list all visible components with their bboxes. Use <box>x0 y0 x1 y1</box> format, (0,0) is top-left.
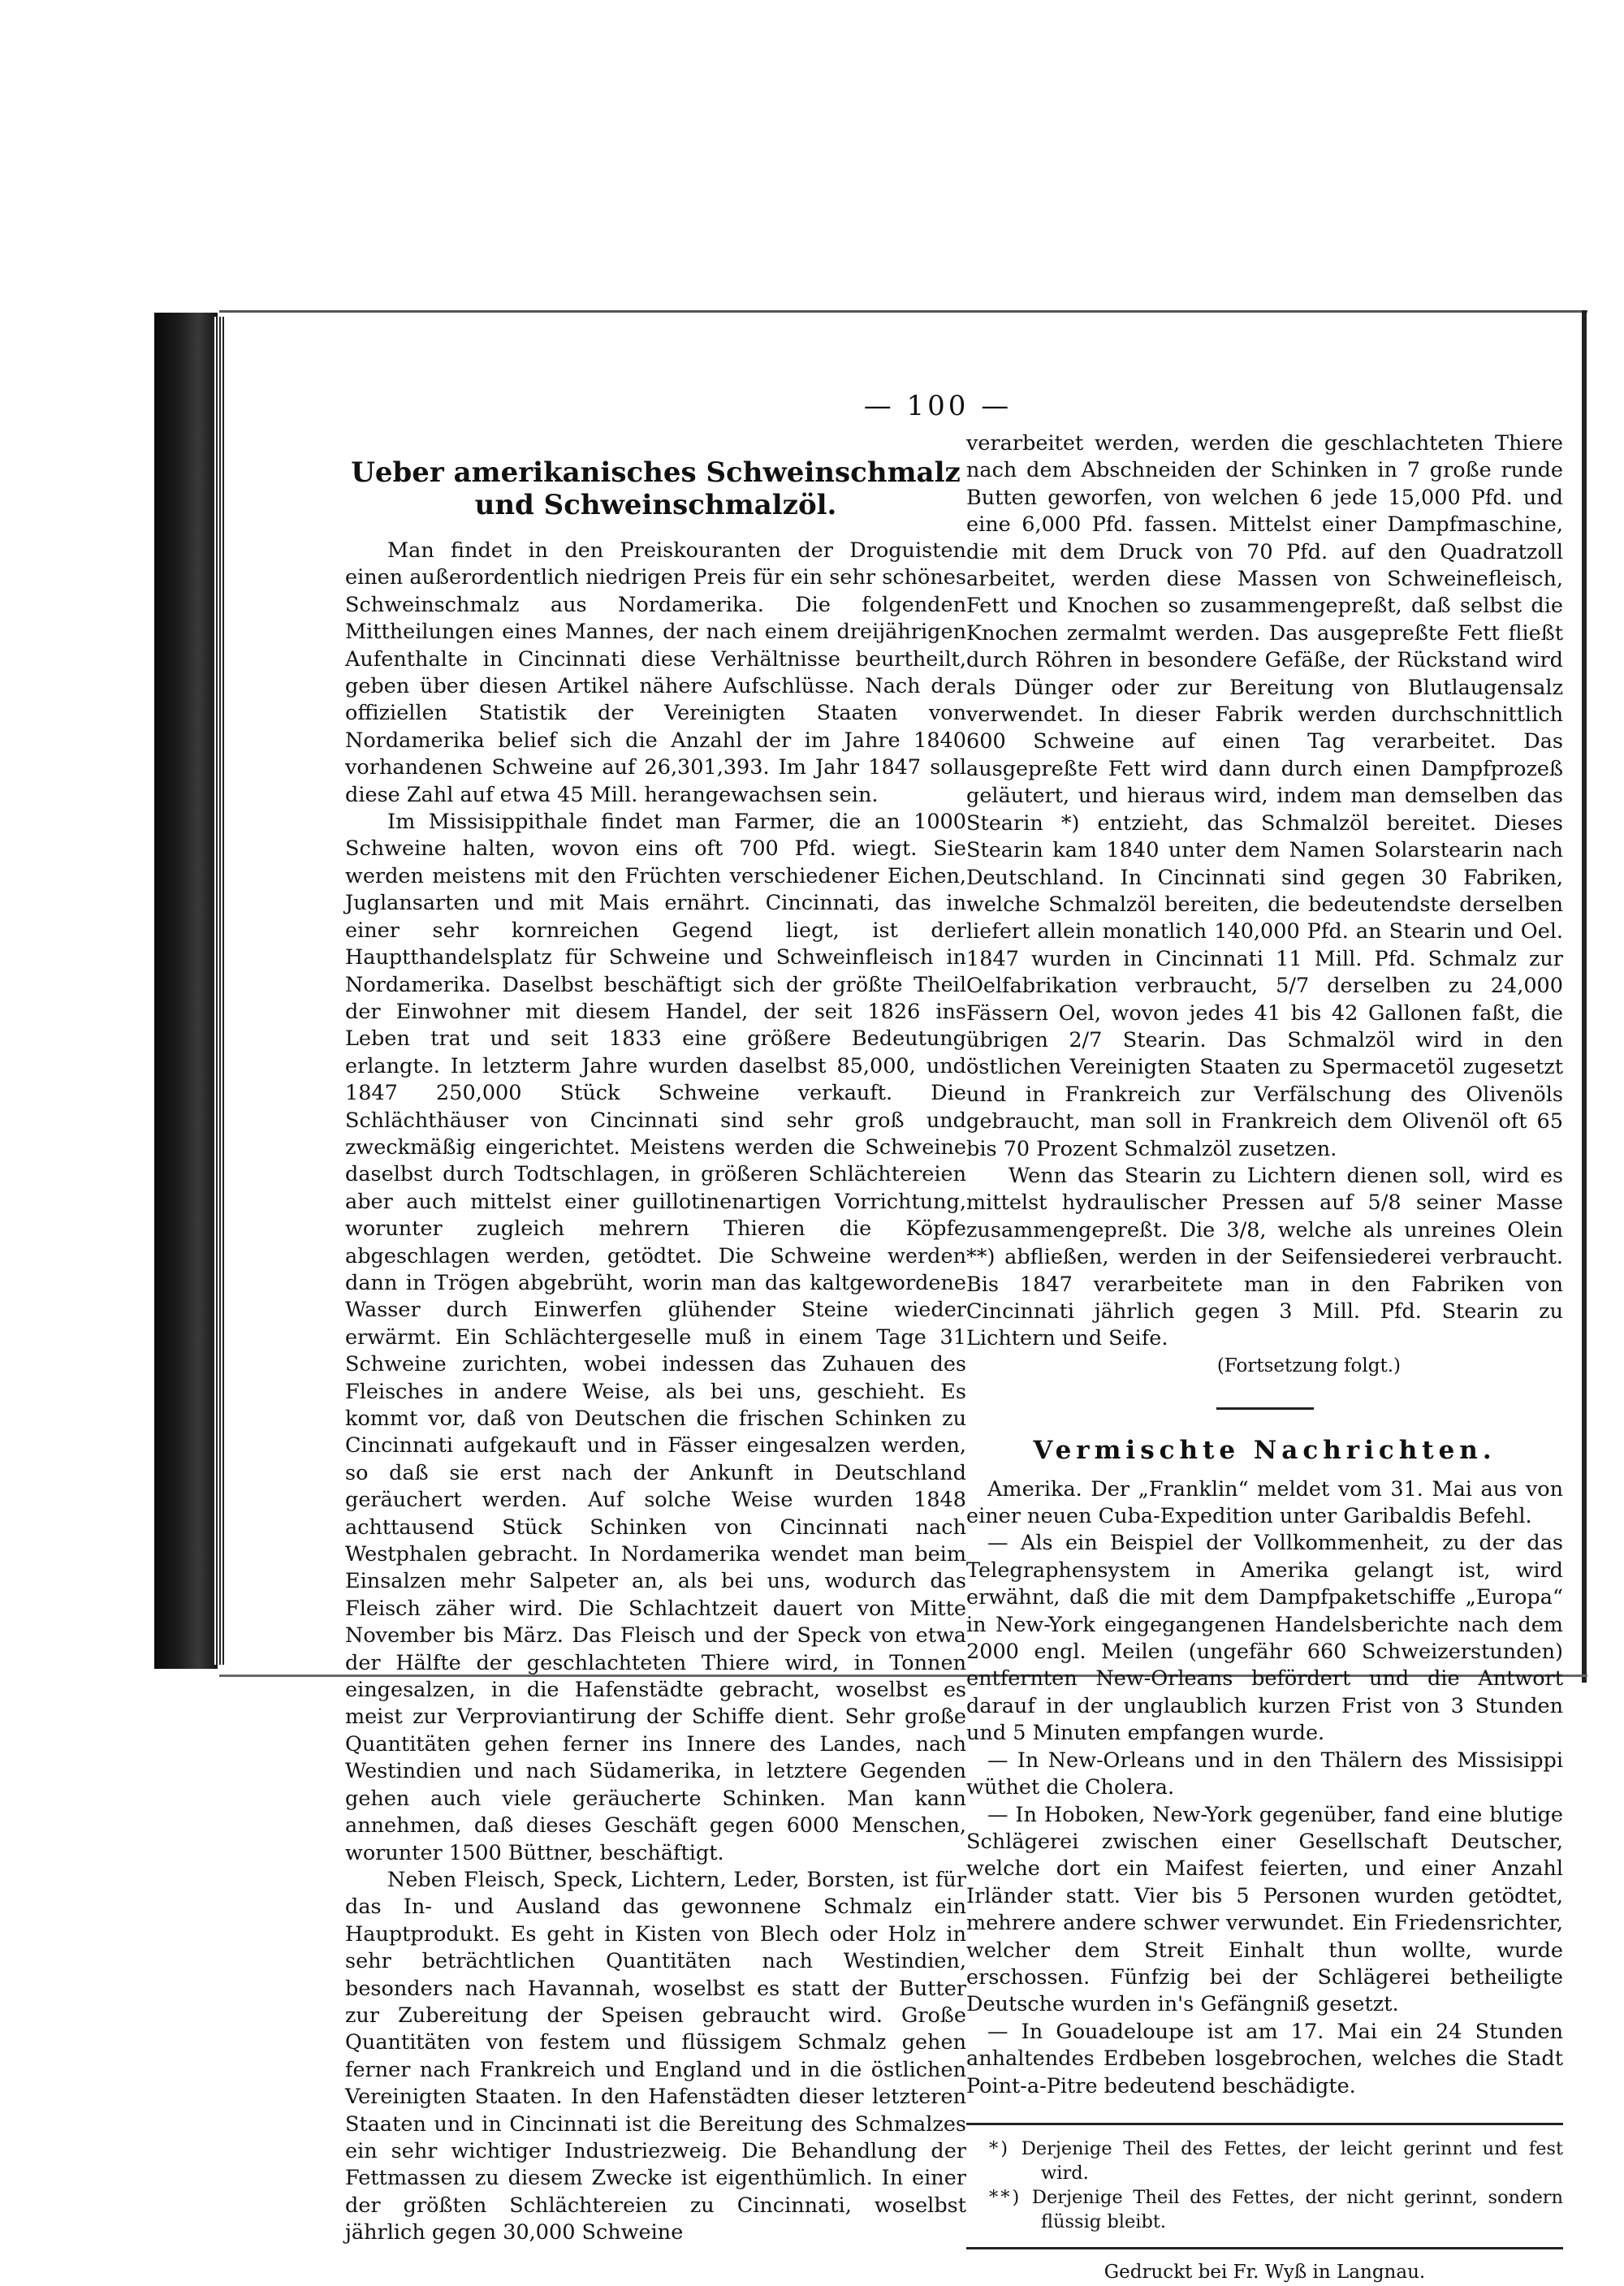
scan-page-edges <box>213 317 224 1665</box>
page-number: — 100 — <box>863 390 1013 422</box>
article-paragraph: verarbeitet werden, werden die geschlachteten Thiere nach dem Abschneiden der Schinken in 7 große runde Butten geworfen, von welchen 6 jede 15,000 Pfd. und eine 6,000 Pfd. fassen. Mittelst einer Dampfmaschine, die mit dem Druck von 70 Pfd. auf den Quadratzoll arbeitet, werden diese Massen von Schweinefleisch, Fett und Knochen so zusammengepreßt, daß selbst die Knochen zermalmt werden. Das ausgepreßte Fett fließt durch Röhren in besondere Gefäße, der Rückstand wird als Dünger oder zur Bereitung von Blutlaugensalz verwendet. In dieser Fabrik werden durchschnittlich 600 Schweine auf einen Tag verarbeitet. Das ausgepreßte Fett wird dann durch einen Dampfprozeß geläutert, und hieraus wird, indem man demselben das Stearin *) entzieht, das Schmalzöl bereitet. Dieses Stearin kam 1840 unter dem Namen Solarstearin nach Deutschland. In Cincinnati sind gegen 30 Fabriken, welche Schmalzöl bereiten, die bedeutendste derselben liefert allein monatlich 140,000 Pfd. an Stearin und Oel. 1847 wurden in Cincinnati 11 Mill. Pfd. Schmalz zur Oelfabrikation verbraucht, 5/7 derselben zu 24,000 Fässern Oel, wovon jedes 41 bis 42 Gallonen faßt, die übrigen 2/7 Stearin. Das Schmalzöl wird in den östlichen Vereinigten Staaten zu Spermacetöl zugesetzt und in Frankreich zur Verfälschung des Olivenöls gebraucht, man soll in Frankreich dem Olivenöl oft 65 bis 70 Prozent Schmalzöl zusetzen. <box>966 431 1563 1161</box>
page-right-edge <box>1582 310 1587 1683</box>
footnote-text: Derjenige Theil des Fettes, der nicht gerinnt, sondern flüssig bleibt. <box>1031 2186 1564 2232</box>
footnote-text: Derjenige Theil des Fettes, der leicht gerinnt und fest wird. <box>1021 2137 1563 2184</box>
footnote-marker: *) <box>989 2137 1011 2159</box>
right-column <box>966 430 1563 2286</box>
footnote <box>966 2185 1563 2234</box>
news-section-title: Vermischte Nachrichten. <box>1033 1436 1497 1466</box>
news-item: — In New-Orleans und in den Thälern des Missisippi wüthet die Cholera. <box>966 1748 1563 1800</box>
continuation-note: (Fortsetzung folgt.) <box>1216 1355 1401 1376</box>
printer-imprint: Gedruckt bei Fr. Wyß in Langnau. <box>1104 2261 1426 2283</box>
article-paragraph: Neben Fleisch, Speck, Lichtern, Leder, Borsten, ist für das In- und Ausland das gewonnene Schmalz ein Hauptprodukt. Es geht in Kisten von Blech oder Holz in sehr beträchtlichen Quantitäten nach Westindien, besonders nach Havannah, woselbst es statt der Butter zur Zubereitung der Speisen gebraucht wird. Große Quantitäten von festem und flüssigem Schmalz gehen ferner nach Frankreich und England und in die östlichen Vereinigten Staaten. In den Hafenstädten dieser letzteren Staaten und in Cincinnati ist die Bereitung des Schmalzes ein sehr wichtiger Industriezweig. Die Behandlung der Fettmassen zu diesem Zwecke ist eigenthümlich. In einer der größten Schlächtereien zu Cincinnati, woselbst jährlich gegen 30,000 Schweine <box>345 1867 966 2245</box>
scan-binding-edge <box>154 313 218 1669</box>
article-title: Ueber amerikanisches Schweinschmalz und Schweinschmalzöl. <box>351 456 961 521</box>
news-item: — In Hoboken, New-York gegenüber, fand eine blutige Schlägerei zwischen einer Gesellschaft Deutscher, welche dort ein Maifest feierten, und einer Anzahl Irländer statt. Vier bis 5 Personen wurden getödtet, mehrere andere schwer verwundet. Ein Friedensrichter, welcher dem Streit Einhalt thun wollte, wurde erschossen. Fünfzig bei der Schlägerei betheiligte Deutsche wurden in's Gefängniß gesetzt. <box>966 1802 1563 2017</box>
imprint-divider <box>966 2247 1563 2249</box>
article-paragraph: Wenn das Stearin zu Lichtern dienen soll, wird es mittelst hydraulischer Pressen auf 5/8 seiner Masse zusammengepreßt. Die 3/8, welche als unreines Olein **) abfließen, werden in der Seifensiederei verbraucht. Bis 1847 verarbeitete man in den Fabriken von Cincinnati jährlich gegen 3 Mill. Pfd. Stearin zu Lichtern und Seife. <box>966 1163 1563 1351</box>
news-item: Amerika. Der „Franklin“ meldet vom 31. Mai aus von einer neuen Cuba-Expedition unter Garibaldis Befehl. <box>966 1476 1563 1529</box>
article-paragraph: Man findet in den Preiskouranten der Droguisten einen außerordentlich niedrigen Preis für ein sehr schönes Schweinschmalz aus Nordamerika. Die folgenden Mittheilungen eines Mannes, der nach einem dreijährigen Aufenthalte in Cincinnati diese Verhältnisse beurtheilt, geben über diesen Artikel nähere Aufschlüsse. Nach der offiziellen Statistik der Vereinigten Staaten von Nordamerika belief sich die Anzahl der im Jahre 1840 vorhandenen Schweine auf 26,301,393. Im Jahr 1847 soll diese Zahl auf etwa 45 Mill. herangewachsen sein. <box>345 538 966 807</box>
footnote <box>966 2137 1563 2185</box>
left-column <box>345 430 966 2247</box>
footnote-marker: **) <box>989 2186 1022 2208</box>
page-top-edge <box>219 310 1587 313</box>
section-divider <box>1216 1407 1314 1410</box>
news-section <box>966 1437 1563 2100</box>
article-paragraph: Im Missisippithale findet man Farmer, die an 1000 Schweine halten, wovon eins oft 700 Pfd. wiegt. Sie werden meistens mit den Früchten verschiedener Eichen, Juglansarten und mit Mais ernährt. Cincinnati, das in einer sehr kornreichen Gegend liegt, ist der Hauptthandelsplatz für Schweine und Schweinfleisch in Nordamerika. Daselbst beschäftigt sich der größte Theil der Einwohner mit diesem Handel, der seit 1826 ins Leben trat und seit 1833 eine größere Bedeutung erlangte. In letzterm Jahre wurden daselbst 85,000, und 1847 250,000 Stück Schweine verkauft. Die Schlächthäuser von Cincinnati sind sehr groß und zweckmäßig eingerichtet. Meistens werden die Schweine daselbst durch Todtschlagen, in größeren Schlächtereien aber auch mittelst einer guillotinenartigen Vorrichtung, worunter zugleich mehrern Thieren die Köpfe abgeschlagen werden, getödtet. Die Schweine werden dann in Trögen abgebrüht, worin man das kaltgewordene Wasser durch Einwerfen glühender Steine wieder erwärmt. Ein Schlächtergeselle muß in einem Tage 31 Schweine zurichten, wobei indessen das Zuhauen des Fleisches in andere Weise, als bei uns, geschieht. Es kommt vor, daß von Deutschen die frischen Schinken zu Cincinnati aufgekauft und in Fässer eingesalzen werden, so daß sie erst nach der Ankunft in Deutschland geräuchert werden. Auf solche Weise wurden 1848 achttausend Stück Schinken von Cincinnati nach Westphalen gebracht. In Nordamerika wendet man beim Einsalzen mehr Salpeter an, als bei uns, wodurch das Fleisch zäher wird. Die Schlachtzeit dauert von Mitte November bis März. Das Fleisch und der Speck von etwa der Hälfte der geschlachteten Thiere wird, in Tonnen eingesalzen, in die Hafenstädte gebracht, woselbst es meist zur Verproviantirung der Schiffe dient. Sehr große Quantitäten gehen ferner ins Innere des Landes, nach Westindien und nach Südamerika, in letztere Gegenden gehen auch viele geräucherte Schinken. Man kann annehmen, daß dieses Geschäft gegen 6000 Menschen, worunter 1500 Büttner, beschäftigt. <box>345 810 966 1865</box>
footnotes <box>966 2123 1563 2234</box>
news-item: — Als ein Beispiel der Vollkommenheit, zu der das Telegraphensystem in Amerika gelangt ist, wird erwähnt, daß die mit dem Dampfpaketschiffe „Europa“ in New-York eingegangenen Handelsberichte nach dem 2000 engl. Meilen (ungefähr 660 Schweizerstunden) entfernten New-Orleans befördert und die Antwort darauf in der unglaublich kurzen Frist von 3 Stunden und 5 Minuten empfangen wurde. <box>966 1531 1563 1746</box>
news-item: — In Gouadeloupe ist am 17. Mai ein 24 Stunden anhaltendes Erdbeben losgebrochen, welches die Stadt Point-a-Pitre bedeutend beschädigte. <box>966 2019 1563 2098</box>
